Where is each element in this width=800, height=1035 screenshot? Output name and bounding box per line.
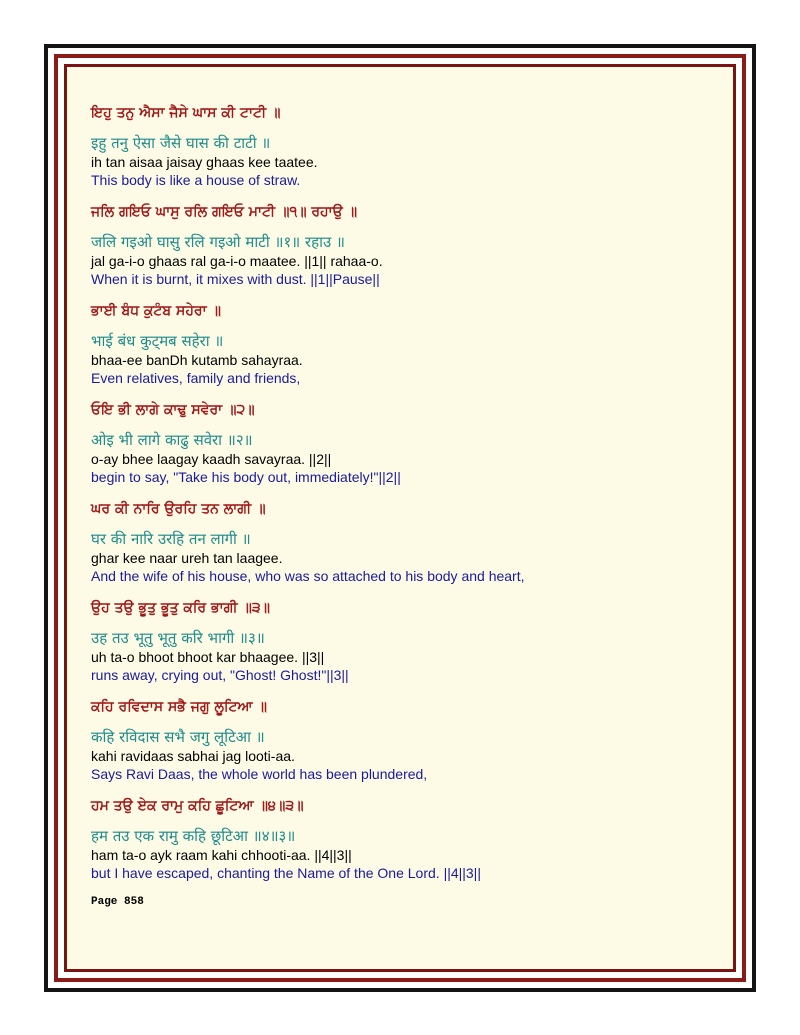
devanagari-text: उह तउ भूतु भूतु करि भागी ॥३॥ xyxy=(91,629,265,647)
gurmukhi-text: ਓਇ ਭੀ ਲਾਗੇ ਕਾਢੁ ਸਵੇਰਾ ॥੨॥ xyxy=(91,402,255,418)
devanagari-text: भाई बंध कुट्मब सहेरा ॥ xyxy=(91,332,224,350)
transliteration-text: uh ta-o bhoot bhoot kar bhaagee. ||3|| xyxy=(91,649,325,665)
page-content xyxy=(91,103,691,908)
page-border-inner xyxy=(64,64,736,972)
transliteration-text: kahi ravidaas sabhai jag looti-aa. xyxy=(91,748,295,764)
english-translation: Says Ravi Daas, the whole world has been plundered, xyxy=(91,766,428,782)
english-translation: This body is like a house of straw. xyxy=(91,172,301,188)
english-translation: And the wife of his house, who was so attached to his body and heart, xyxy=(91,568,525,584)
gurmukhi-text: ਇਹੁ ਤਨੁ ਐਸਾ ਜੈਸੇ ਘਾਸ ਕੀ ਟਾਟੀ ॥ xyxy=(91,105,281,121)
devanagari-text: कहि रविदास सभै जगु लूटिआ ॥ xyxy=(91,728,265,746)
gurmukhi-text: ਕਹਿ ਰਵਿਦਾਸ ਸਭੈ ਜਗੁ ਲੂਟਿਆ ॥ xyxy=(91,699,267,715)
transliteration-text: ham ta-o ayk raam kahi chhooti-aa. ||4||3|| xyxy=(91,847,352,863)
transliteration-text: ih tan aisaa jaisay ghaas kee taatee. xyxy=(91,154,318,170)
verse-line xyxy=(91,301,691,387)
english-translation: but I have escaped, chanting the Name of the One Lord. ||4||3|| xyxy=(91,865,481,881)
page-number: Page 858 xyxy=(91,896,144,908)
english-translation: begin to say, "Take his body out, immediately!"||2|| xyxy=(91,469,401,485)
gurmukhi-text: ਘਰ ਕੀ ਨਾਰਿ ਉਰਹਿ ਤਨ ਲਾਗੀ ॥ xyxy=(91,501,266,517)
transliteration-text: o-ay bhee laagay kaadh savayraa. ||2|| xyxy=(91,451,332,467)
devanagari-text: घर की नारि उरहि तन लागी ॥ xyxy=(91,530,251,548)
verse-line xyxy=(91,499,691,585)
gurmukhi-text: ਜਲਿ ਗਇਓ ਘਾਸੁ ਰਲਿ ਗਇਓ ਮਾਟੀ ॥੧॥ ਰਹਾਉ ॥ xyxy=(91,204,358,220)
verse-line xyxy=(91,202,691,288)
devanagari-text: जलि गइओ घासु रलि गइओ माटी ॥१॥ रहाउ ॥ xyxy=(91,233,345,251)
verse-line xyxy=(91,598,691,684)
english-translation: When it is burnt, it mixes with dust. ||1||Pause|| xyxy=(91,271,380,287)
gurmukhi-text: ਉਹ ਤਉ ਭੂਤੁ ਭੂਤੁ ਕਰਿ ਭਾਗੀ ॥੩॥ xyxy=(91,600,270,616)
devanagari-text: इहु तनु ऐसा जैसे घास की टाटी ॥ xyxy=(91,134,271,152)
devanagari-text: ओइ भी लागे काढु सवेरा ॥२॥ xyxy=(91,431,253,449)
verse-line xyxy=(91,400,691,486)
transliteration-text: bhaa-ee banDh kutamb sahayraa. xyxy=(91,352,303,368)
verse-line xyxy=(91,103,691,189)
devanagari-text: हम तउ एक रामु कहि छूटिआ ॥४॥३॥ xyxy=(91,827,296,845)
gurmukhi-text: ਭਾਈ ਬੰਧ ਕੁਟੰਬ ਸਹੇਰਾ ॥ xyxy=(91,303,221,319)
verse-line xyxy=(91,697,691,783)
english-translation: runs away, crying out, "Ghost! Ghost!"||3|| xyxy=(91,667,349,683)
transliteration-text: jal ga-i-o ghaas ral ga-i-o maatee. ||1|| rahaa-o. xyxy=(91,253,383,269)
page-frame xyxy=(44,44,756,992)
verse-line xyxy=(91,796,691,882)
gurmukhi-text: ਹਮ ਤਉ ਏਕ ਰਾਮੁ ਕਹਿ ਛੂਟਿਆ ॥੪॥੩॥ xyxy=(91,798,304,814)
page-border-outer xyxy=(54,54,746,982)
transliteration-text: ghar kee naar ureh tan laagee. xyxy=(91,550,283,566)
english-translation: Even relatives, family and friends, xyxy=(91,370,301,386)
